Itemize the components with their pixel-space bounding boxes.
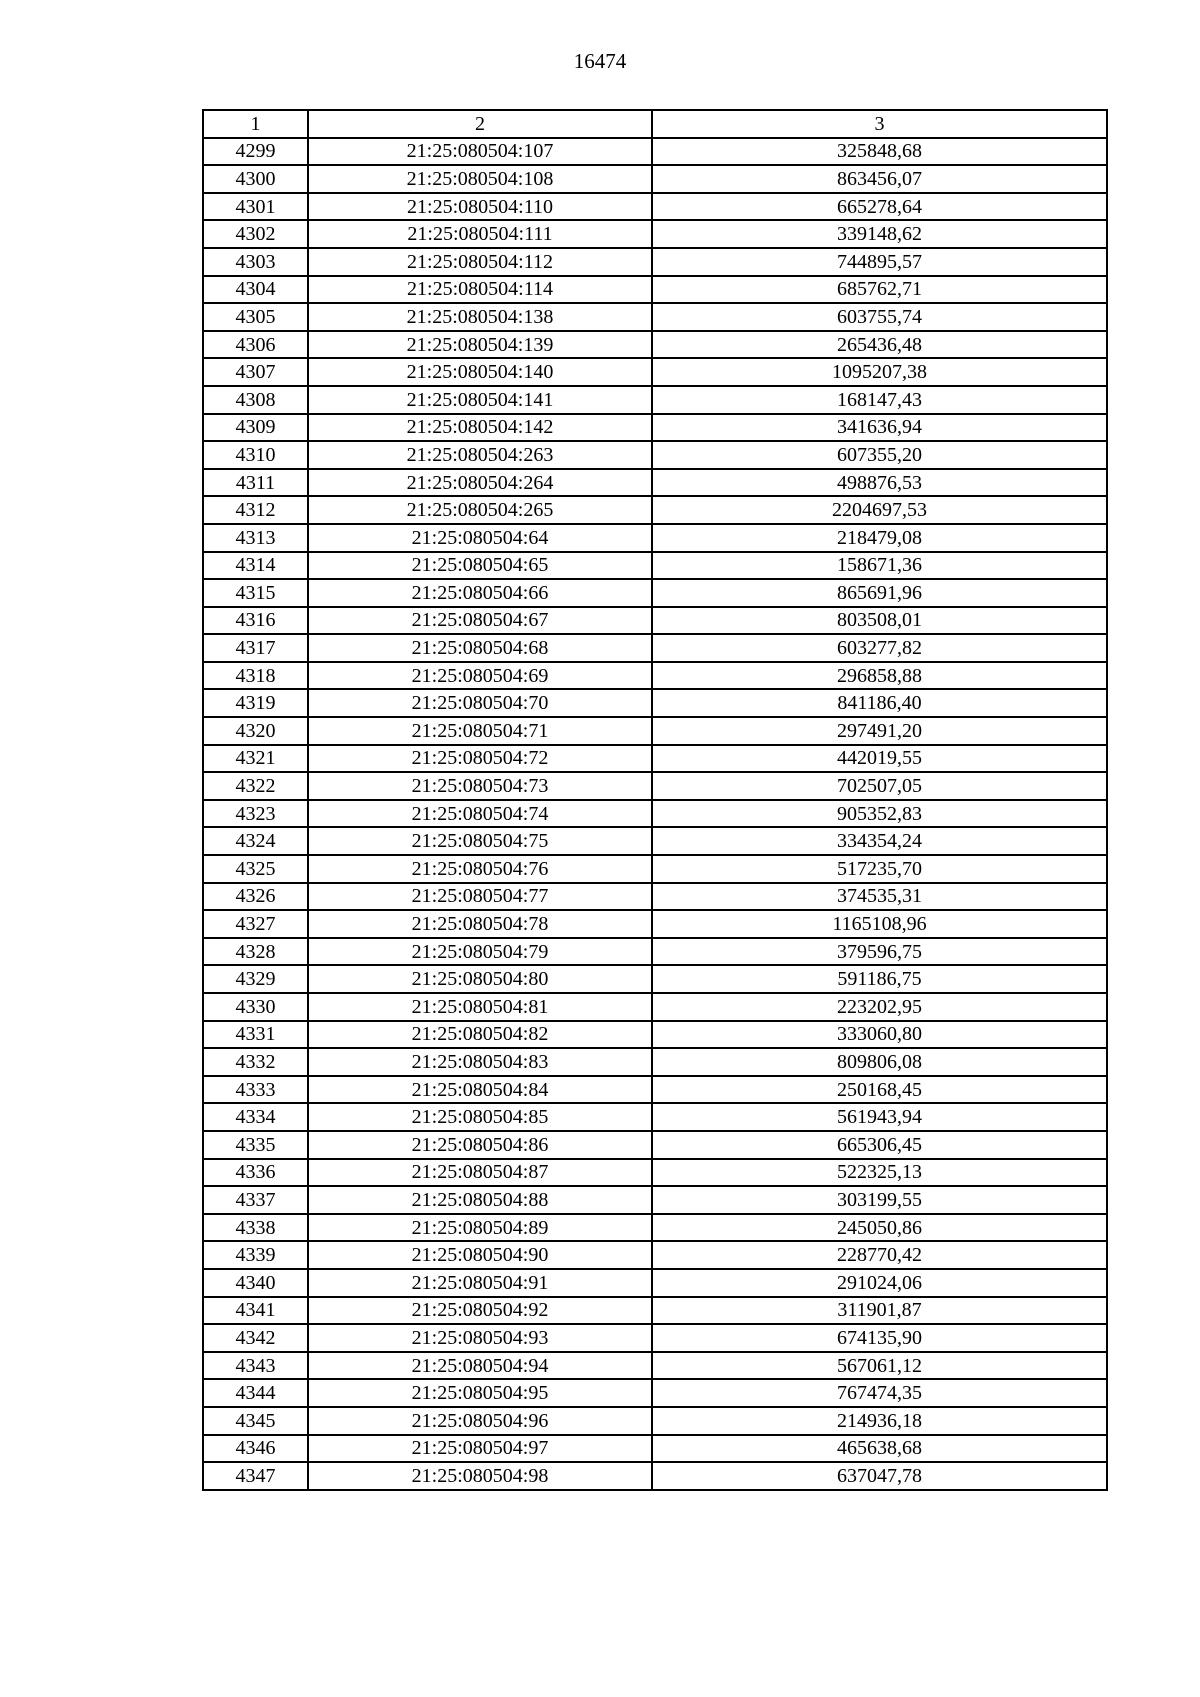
row-number-cell: 4328 — [203, 938, 308, 966]
value-cell: 333060,80 — [652, 1021, 1107, 1049]
table-row — [203, 938, 1107, 966]
value-cell: 637047,78 — [652, 1462, 1107, 1490]
table-row — [203, 1379, 1107, 1407]
value-cell: 603277,82 — [652, 634, 1107, 662]
cadastral-number-cell: 21:25:080504:142 — [308, 414, 652, 442]
table-row — [203, 524, 1107, 552]
table-row — [203, 276, 1107, 304]
row-number-cell: 4334 — [203, 1103, 308, 1131]
cadastral-number-cell: 21:25:080504:80 — [308, 965, 652, 993]
row-number-cell: 4323 — [203, 800, 308, 828]
value-cell: 841186,40 — [652, 689, 1107, 717]
table-row — [203, 248, 1107, 276]
table-row — [203, 1159, 1107, 1187]
cadastral-number-cell: 21:25:080504:75 — [308, 827, 652, 855]
table-row — [203, 496, 1107, 524]
value-cell: 702507,05 — [652, 772, 1107, 800]
cadastral-number-cell: 21:25:080504:66 — [308, 579, 652, 607]
cadastral-number-cell: 21:25:080504:68 — [308, 634, 652, 662]
row-number-cell: 4325 — [203, 855, 308, 883]
table-body — [203, 138, 1107, 1490]
table-row — [203, 1214, 1107, 1242]
value-cell: 334354,24 — [652, 827, 1107, 855]
row-number-cell: 4319 — [203, 689, 308, 717]
value-cell: 809806,08 — [652, 1048, 1107, 1076]
cadastral-number-cell: 21:25:080504:108 — [308, 165, 652, 193]
table-row — [203, 1407, 1107, 1435]
table-row — [203, 1462, 1107, 1490]
row-number-cell: 4305 — [203, 303, 308, 331]
table-row — [203, 772, 1107, 800]
cadastral-number-cell: 21:25:080504:73 — [308, 772, 652, 800]
row-number-cell: 4329 — [203, 965, 308, 993]
cadastral-number-cell: 21:25:080504:140 — [308, 358, 652, 386]
table-row — [203, 579, 1107, 607]
value-cell: 374535,31 — [652, 883, 1107, 911]
value-cell: 674135,90 — [652, 1324, 1107, 1352]
cadastral-number-cell: 21:25:080504:265 — [308, 496, 652, 524]
row-number-cell: 4314 — [203, 552, 308, 580]
value-cell: 803508,01 — [652, 607, 1107, 635]
value-cell: 517235,70 — [652, 855, 1107, 883]
header-row — [203, 110, 1107, 138]
cadastral-number-cell: 21:25:080504:95 — [308, 1379, 652, 1407]
cadastral-number-cell: 21:25:080504:112 — [308, 248, 652, 276]
cadastral-number-cell: 21:25:080504:141 — [308, 386, 652, 414]
table-row — [203, 220, 1107, 248]
row-number-cell: 4345 — [203, 1407, 308, 1435]
table-row — [203, 827, 1107, 855]
cadastral-number-cell: 21:25:080504:69 — [308, 662, 652, 690]
cadastral-number-cell: 21:25:080504:81 — [308, 993, 652, 1021]
cadastral-number-cell: 21:25:080504:93 — [308, 1324, 652, 1352]
table-row — [203, 414, 1107, 442]
cadastral-number-cell: 21:25:080504:97 — [308, 1435, 652, 1463]
cadastral-number-cell: 21:25:080504:139 — [308, 331, 652, 359]
cadastral-number-cell: 21:25:080504:89 — [308, 1214, 652, 1242]
row-number-cell: 4332 — [203, 1048, 308, 1076]
value-cell: 245050,86 — [652, 1214, 1107, 1242]
table-row — [203, 193, 1107, 221]
table-row — [203, 1241, 1107, 1269]
row-number-cell: 4310 — [203, 441, 308, 469]
value-cell: 665306,45 — [652, 1131, 1107, 1159]
row-number-cell: 4347 — [203, 1462, 308, 1490]
value-cell: 767474,35 — [652, 1379, 1107, 1407]
row-number-cell: 4320 — [203, 717, 308, 745]
table-row — [203, 165, 1107, 193]
cadastral-number-cell: 21:25:080504:71 — [308, 717, 652, 745]
value-cell: 863456,07 — [652, 165, 1107, 193]
cadastral-number-cell: 21:25:080504:96 — [308, 1407, 652, 1435]
table-row — [203, 441, 1107, 469]
cadastral-number-cell: 21:25:080504:77 — [308, 883, 652, 911]
row-number-cell: 4321 — [203, 745, 308, 773]
cadastral-number-cell: 21:25:080504:70 — [308, 689, 652, 717]
table-row — [203, 1131, 1107, 1159]
row-number-cell: 4306 — [203, 331, 308, 359]
table-row — [203, 1186, 1107, 1214]
row-number-cell: 4307 — [203, 358, 308, 386]
cadastral-number-cell: 21:25:080504:82 — [308, 1021, 652, 1049]
value-cell: 339148,62 — [652, 220, 1107, 248]
value-cell: 522325,13 — [652, 1159, 1107, 1187]
table-row — [203, 331, 1107, 359]
row-number-cell: 4312 — [203, 496, 308, 524]
value-cell: 865691,96 — [652, 579, 1107, 607]
table-row — [203, 358, 1107, 386]
value-cell: 685762,71 — [652, 276, 1107, 304]
row-number-cell: 4333 — [203, 1076, 308, 1104]
row-number-cell: 4324 — [203, 827, 308, 855]
cadastral-number-cell: 21:25:080504:65 — [308, 552, 652, 580]
value-cell: 2204697,53 — [652, 496, 1107, 524]
value-cell: 442019,55 — [652, 745, 1107, 773]
cadastral-number-cell: 21:25:080504:64 — [308, 524, 652, 552]
value-cell: 567061,12 — [652, 1352, 1107, 1380]
cadastral-number-cell: 21:25:080504:84 — [308, 1076, 652, 1104]
value-cell: 607355,20 — [652, 441, 1107, 469]
value-cell: 561943,94 — [652, 1103, 1107, 1131]
table-row — [203, 745, 1107, 773]
value-cell: 341636,94 — [652, 414, 1107, 442]
cadastral-number-cell: 21:25:080504:85 — [308, 1103, 652, 1131]
table-row — [203, 993, 1107, 1021]
row-number-cell: 4331 — [203, 1021, 308, 1049]
value-cell: 303199,55 — [652, 1186, 1107, 1214]
value-cell: 498876,53 — [652, 469, 1107, 497]
row-number-cell: 4344 — [203, 1379, 308, 1407]
row-number-cell: 4346 — [203, 1435, 308, 1463]
table-row — [203, 1324, 1107, 1352]
row-number-cell: 4299 — [203, 138, 308, 166]
value-cell: 297491,20 — [652, 717, 1107, 745]
value-cell: 214936,18 — [652, 1407, 1107, 1435]
row-number-cell: 4336 — [203, 1159, 308, 1187]
value-cell: 265436,48 — [652, 331, 1107, 359]
cadastral-number-cell: 21:25:080504:111 — [308, 220, 652, 248]
cadastral-number-cell: 21:25:080504:76 — [308, 855, 652, 883]
table-row — [203, 552, 1107, 580]
row-number-cell: 4318 — [203, 662, 308, 690]
table-row — [203, 855, 1107, 883]
value-cell: 591186,75 — [652, 965, 1107, 993]
table-row — [203, 634, 1107, 662]
row-number-cell: 4339 — [203, 1241, 308, 1269]
table-row — [203, 662, 1107, 690]
table-header — [203, 110, 1107, 138]
column-header-3: 3 — [652, 110, 1107, 138]
row-number-cell: 4315 — [203, 579, 308, 607]
row-number-cell: 4330 — [203, 993, 308, 1021]
table-row — [203, 1021, 1107, 1049]
cadastral-number-cell: 21:25:080504:78 — [308, 910, 652, 938]
row-number-cell: 4341 — [203, 1297, 308, 1325]
row-number-cell: 4326 — [203, 883, 308, 911]
value-cell: 311901,87 — [652, 1297, 1107, 1325]
table-row — [203, 1048, 1107, 1076]
row-number-cell: 4338 — [203, 1214, 308, 1242]
table-row — [203, 883, 1107, 911]
table-row — [203, 1352, 1107, 1380]
row-number-cell: 4337 — [203, 1186, 308, 1214]
value-cell: 905352,83 — [652, 800, 1107, 828]
row-number-cell: 4335 — [203, 1131, 308, 1159]
row-number-cell: 4311 — [203, 469, 308, 497]
row-number-cell: 4303 — [203, 248, 308, 276]
row-number-cell: 4342 — [203, 1324, 308, 1352]
value-cell: 744895,57 — [652, 248, 1107, 276]
table-row — [203, 386, 1107, 414]
cadastral-number-cell: 21:25:080504:87 — [308, 1159, 652, 1187]
row-number-cell: 4309 — [203, 414, 308, 442]
value-cell: 168147,43 — [652, 386, 1107, 414]
cadastral-number-cell: 21:25:080504:67 — [308, 607, 652, 635]
cadastral-number-cell: 21:25:080504:114 — [308, 276, 652, 304]
cadastral-number-cell: 21:25:080504:107 — [308, 138, 652, 166]
cadastral-number-cell: 21:25:080504:86 — [308, 1131, 652, 1159]
row-number-cell: 4308 — [203, 386, 308, 414]
table-row — [203, 717, 1107, 745]
value-cell: 379596,75 — [652, 938, 1107, 966]
table-row — [203, 800, 1107, 828]
value-cell: 465638,68 — [652, 1435, 1107, 1463]
cadastral-number-cell: 21:25:080504:98 — [308, 1462, 652, 1490]
row-number-cell: 4327 — [203, 910, 308, 938]
cadastral-number-cell: 21:25:080504:72 — [308, 745, 652, 773]
value-cell: 296858,88 — [652, 662, 1107, 690]
row-number-cell: 4301 — [203, 193, 308, 221]
column-header-1: 1 — [203, 110, 308, 138]
row-number-cell: 4302 — [203, 220, 308, 248]
cadastral-number-cell: 21:25:080504:92 — [308, 1297, 652, 1325]
column-header-2: 2 — [308, 110, 652, 138]
table-row — [203, 689, 1107, 717]
cadastral-number-cell: 21:25:080504:83 — [308, 1048, 652, 1076]
row-number-cell: 4317 — [203, 634, 308, 662]
page-number: 16474 — [573, 49, 627, 73]
row-number-cell: 4313 — [203, 524, 308, 552]
value-cell: 218479,08 — [652, 524, 1107, 552]
cadastral-number-cell: 21:25:080504:91 — [308, 1269, 652, 1297]
table-row — [203, 965, 1107, 993]
value-cell: 158671,36 — [652, 552, 1107, 580]
row-number-cell: 4322 — [203, 772, 308, 800]
value-cell: 665278,64 — [652, 193, 1107, 221]
cadastral-number-cell: 21:25:080504:90 — [308, 1241, 652, 1269]
data-table — [202, 109, 1108, 1491]
value-cell: 1165108,96 — [652, 910, 1107, 938]
cadastral-number-cell: 21:25:080504:88 — [308, 1186, 652, 1214]
table-row — [203, 1297, 1107, 1325]
cadastral-number-cell: 21:25:080504:264 — [308, 469, 652, 497]
cadastral-number-cell: 21:25:080504:79 — [308, 938, 652, 966]
cadastral-number-cell: 21:25:080504:263 — [308, 441, 652, 469]
row-number-cell: 4343 — [203, 1352, 308, 1380]
row-number-cell: 4300 — [203, 165, 308, 193]
value-cell: 1095207,38 — [652, 358, 1107, 386]
table-row — [203, 1269, 1107, 1297]
value-cell: 291024,06 — [652, 1269, 1107, 1297]
table-row — [203, 138, 1107, 166]
table-row — [203, 1076, 1107, 1104]
cadastral-number-cell: 21:25:080504:74 — [308, 800, 652, 828]
row-number-cell: 4304 — [203, 276, 308, 304]
table-row — [203, 303, 1107, 331]
cadastral-number-cell: 21:25:080504:138 — [308, 303, 652, 331]
row-number-cell: 4316 — [203, 607, 308, 635]
cadastral-number-cell: 21:25:080504:94 — [308, 1352, 652, 1380]
table-row — [203, 469, 1107, 497]
cadastral-number-cell: 21:25:080504:110 — [308, 193, 652, 221]
value-cell: 223202,95 — [652, 993, 1107, 1021]
value-cell: 250168,45 — [652, 1076, 1107, 1104]
table-row — [203, 607, 1107, 635]
value-cell: 228770,42 — [652, 1241, 1107, 1269]
value-cell: 603755,74 — [652, 303, 1107, 331]
table-row — [203, 1103, 1107, 1131]
table-row — [203, 1435, 1107, 1463]
row-number-cell: 4340 — [203, 1269, 308, 1297]
table-row — [203, 910, 1107, 938]
value-cell: 325848,68 — [652, 138, 1107, 166]
